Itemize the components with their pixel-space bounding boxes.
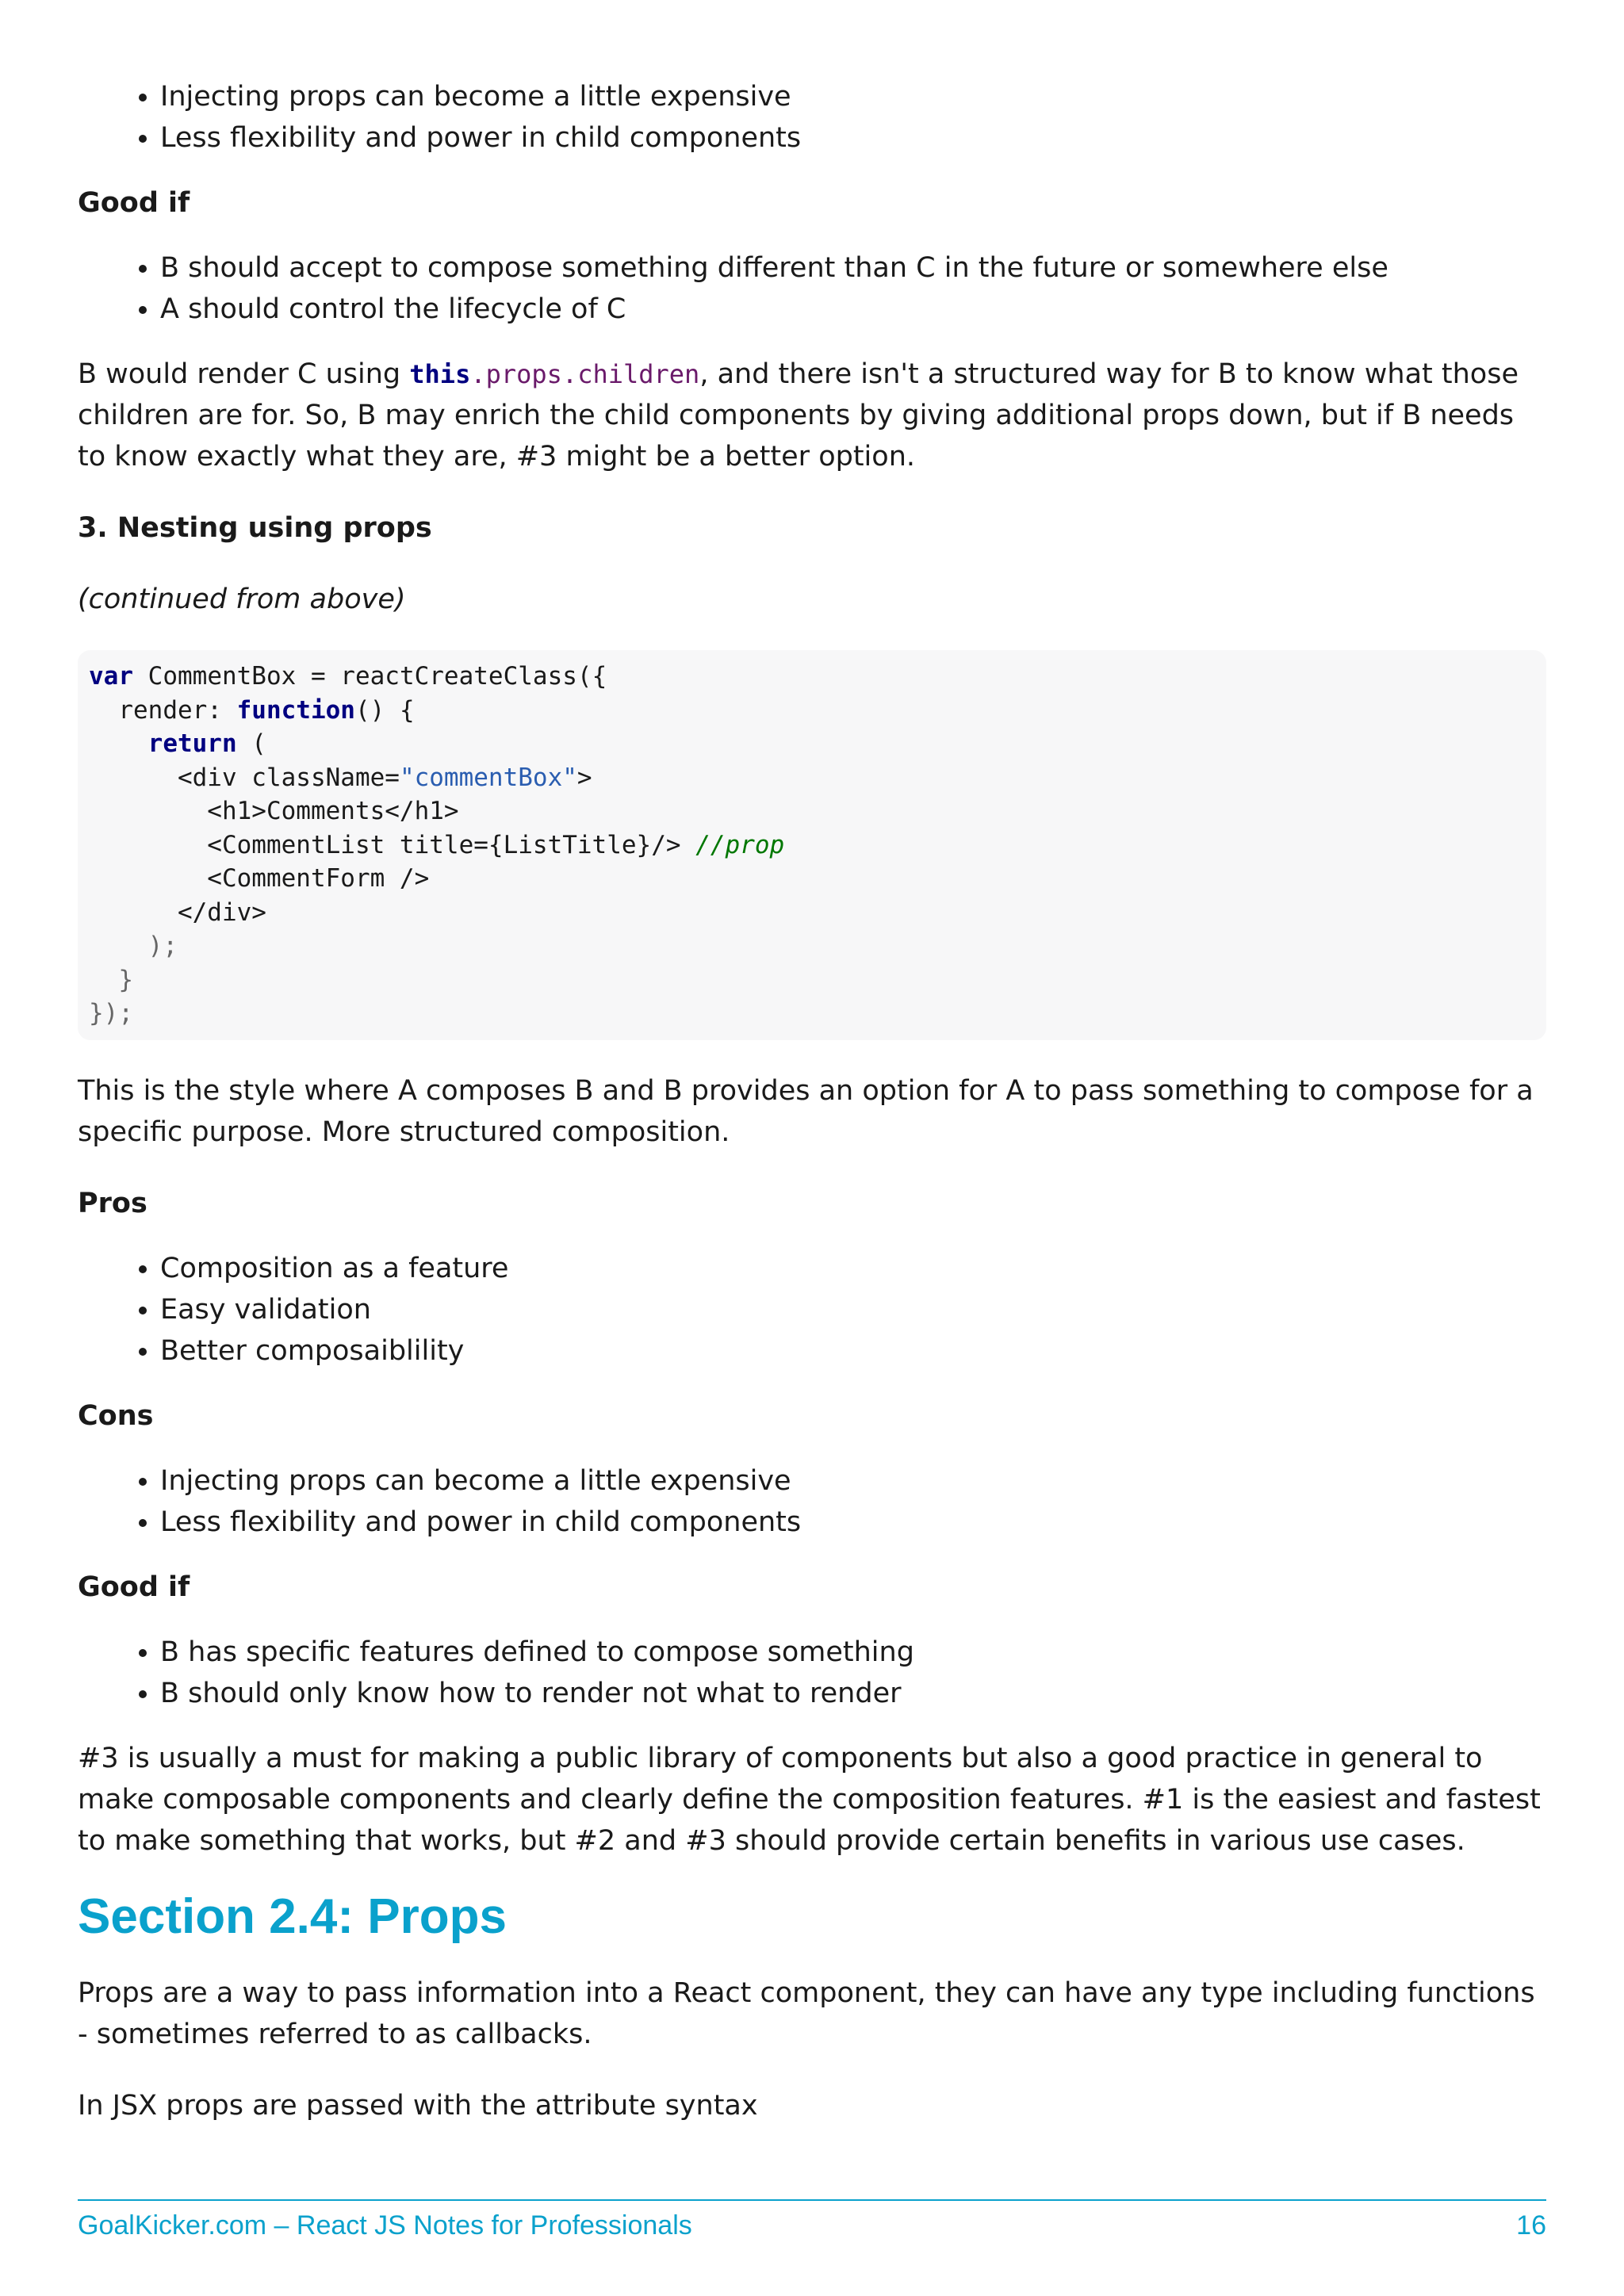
list-item: • Less flexibility and power in child components	[160, 117, 1546, 159]
list-item: • B should only know how to render not what to render	[160, 1673, 1546, 1714]
code-line: });	[89, 999, 133, 1027]
good-if-heading: Good if	[78, 187, 190, 219]
code-string: "commentBox"	[399, 763, 577, 792]
page-content	[78, 76, 1546, 2126]
code-comment: //prop	[695, 830, 785, 859]
text-run: B would render C using	[78, 358, 410, 390]
good-if-list	[78, 1632, 1546, 1714]
pros-heading: Pros	[78, 1187, 147, 1219]
list-item: • B should accept to compose something different than C in the future or somewhere else	[160, 247, 1546, 289]
inline-code	[409, 359, 699, 389]
subsection-heading: 3. Nesting using props	[78, 512, 432, 544]
code-line: <CommentForm />	[89, 864, 430, 893]
paragraph-jsx: In JSX props are passed with the attribute syntax	[78, 2089, 758, 2122]
section-title: Section 2.4: Props	[78, 1888, 507, 1944]
good-if-list	[78, 247, 1546, 330]
paragraph-style: This is the style where A composes B and B provides an option for A to pass something to compose for a specific purpose. More structured composition.	[78, 1074, 1534, 1148]
paragraph-summary: #3 is usually a must for making a public library of components but also a good practice in general to make composable components and clearly define the composition features. #1 is the easiest and fastest to make something that works, but #2 and #3 should provide certain benefits in various use cases.	[78, 1742, 1541, 1857]
code-token: return	[147, 729, 237, 758]
code-line: );	[89, 932, 178, 960]
cons-list	[78, 1460, 1546, 1543]
continued-note: (continued from above)	[78, 584, 406, 615]
code-token: () {	[354, 695, 415, 725]
code-keyword: this	[409, 359, 471, 389]
list-item: • Injecting props can become a little expensive	[160, 1460, 1546, 1502]
code-token: >	[576, 763, 592, 792]
code-line: </div>	[89, 897, 266, 927]
code-token: var	[89, 662, 133, 691]
code-token: function	[236, 695, 355, 725]
code-line: }	[89, 965, 133, 994]
code-token: (	[236, 729, 266, 758]
list-item: • Easy validation	[160, 1289, 1546, 1330]
code-token: render:	[89, 695, 237, 725]
list-item: • A should control the lifecycle of C	[160, 289, 1546, 330]
list-item: • Better composaiblility	[160, 1330, 1546, 1372]
pros-list	[78, 1248, 1546, 1372]
text-run: , and there isn't a structured way for B to know what those children are for. So, B may enrich the child components by giving additional props down, but if B needs to know exactly what they are, #3 might be a better option.	[78, 358, 1519, 473]
code-block	[78, 650, 1546, 1040]
page-footer	[78, 2199, 1546, 2245]
bullet-list-drawbacks	[78, 76, 1546, 159]
list-item: • Composition as a feature	[160, 1248, 1546, 1289]
code-line: <h1>Comments</h1>	[89, 797, 459, 825]
code-member: .props.children	[470, 359, 700, 389]
list-item: • Less flexibility and power in child components	[160, 1502, 1546, 1543]
cons-heading: Cons	[78, 1399, 154, 1432]
code-token: <div className=	[89, 763, 400, 792]
page-number: 16	[1516, 2210, 1546, 2241]
list-item: • B has specific features defined to compose something	[160, 1632, 1546, 1673]
good-if-heading: Good if	[78, 1571, 190, 1603]
paragraph-children	[78, 354, 1546, 477]
footer-source: GoalKicker.com – React JS Notes for Professionals	[78, 2210, 692, 2241]
code-token: <CommentList title={ListTitle}/>	[89, 830, 696, 859]
list-item: • Injecting props can become a little expensive	[160, 76, 1546, 117]
paragraph-props: Props are a way to pass information into a React component, they can have any type including functions - sometimes referred to as callbacks.	[78, 1976, 1535, 2050]
code-token: CommentBox = reactCreateClass({	[133, 662, 607, 691]
